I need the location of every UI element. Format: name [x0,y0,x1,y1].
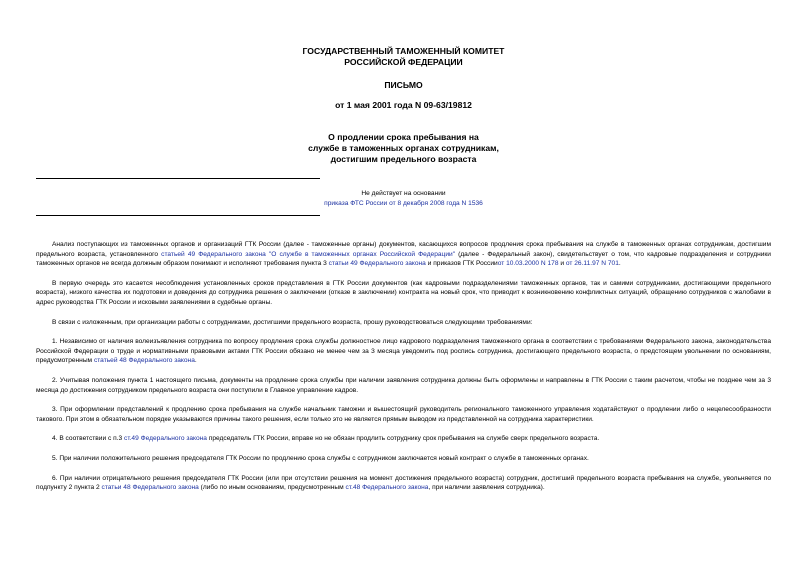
law-article-49-link[interactable]: статьей 49 Федерального закона "О службе в таможенных органах Российской Федерации" [161,250,456,258]
article-48-link[interactable]: статьей 48 Федерального закона [93,357,195,365]
order-701-link[interactable]: от 26.11.97 N 701 [565,260,619,268]
paragraph-item-4: 4. В соответствии с п.3 ст.49 Федерального закона председатель ГТК России, вправе но не обязан продлить сотруднику срок пребывания на службе сверх предельного возраста. [52,435,600,443]
art-48-link[interactable]: ст.48 Федерального закона [345,484,429,492]
document-type: ПИСЬМО [384,80,423,90]
paragraph-item-1: 1. Независимо от наличия волеизъявления сотрудника по вопросу продления срока службы должностное лицо кадрового подразделения таможенного органа в соответствии с требованиями Федерального закона, законодательства Российской Федерации о труде и нормативными правовыми актами ГТК России обязано не менее чем за 3 месяца уведомить под роспись сотрудника, достигающего предельного возраста, о предстоящем увольнении по основаниям, предусмотренным статьей 48 Федерального закона. [36,338,771,365]
subject-line-3: достигшим предельного возраста [330,154,477,164]
order-178-link[interactable]: от 10.03.2000 N 178 [497,260,559,268]
article-49-link[interactable]: статьи 49 Федерального закона [328,260,426,268]
divider-bottom [36,215,320,216]
issuer-line-2: РОССИЙСКОЙ ФЕДЕРАЦИИ [344,57,463,67]
document-body [36,240,771,503]
document-subject [0,132,807,165]
subject-line-1: О продлении срока пребывания на [328,132,479,142]
paragraph-item-2: 2. Учитывая положения пункта 1 настоящего письма, документы на продление срока службы при наличии заявления сотрудника должны быть оформлены и направлены в ГТК России с таким расчетом, чтобы не позднее чем за 3 месяца до достижения сотрудником предельного возраста они поступили в Главное управление кадров. [36,376,771,394]
document-header [0,46,807,68]
divider-top [36,178,320,179]
issuer-line-1: ГОСУДАРСТВЕННЫЙ ТАМОЖЕННЫЙ КОМИТЕТ [302,46,505,56]
paragraph-2: В первую очередь это касается несоблюдения установленных сроков представления в ГТК России документов (как кадровыми подразделениями таможенных органов, так и самими сотрудниками, достигающими предельного возраста), низкого качества их подготовки и доведения до сотрудника решения о заключении (отказе в заключении) контракта на новый срок, что приводит к возникновению конфликтных ситуаций, обращению сотрудников с жалобами в адрес руководства ГТК России и исковыми заявлениями в судебные органы. [36,279,771,306]
art-49-link[interactable]: ст.49 Федерального закона [124,435,207,443]
paragraph-item-3: 3. При оформлении представлений к продлению срока пребывания на службе начальник таможни и вышестоящий руководитель регионального таможенного управления ходатайствуют о продлении либо о нецелесообразности такового. При этом в обязательном порядке указываются причины такого решения, если только это не является прямым выводом из представленной на сотрудника характеристики. [36,406,771,423]
paragraph-item-6: 6. При наличии отрицательного решения председателя ГТК России (или при отсутствии решения на момент достижения предельного возраста) сотрудник, достигший предельного возраста пребывания на службе, увольняется по подпункту 2 пункта 2 статьи 48 Федерального закона (либо по иным основаниям, предусмотренным ст.48 Федерального закона, при наличии заявления сотрудника). [36,474,771,492]
status-note [0,189,807,209]
article-48-link-2[interactable]: статьи 48 Федерального закона [101,484,199,492]
document-date-number: от 1 мая 2001 года N 09-63/19812 [335,100,472,110]
paragraph-3: В связи с изложенным, при организации работы с сотрудниками, достигшими предельного возраста, прошу руководствоваться следующими требованиями: [52,318,533,326]
paragraph-1: Анализ поступающих из таможенных органов и организаций ГТК России (далее - таможенные органы) документов, касающихся вопросов продления срока пребывания на службе в таможенных органах сотрудникам, достигшим предельного возраста, установленного статьей 49 Федерального закона "О службе в таможенных органах Российской Федерации" (далее - Федеральный закон), свидетельствует о том, что кадровые подразделения и сотрудники таможенных органов не всегда должным образом понимают и исполняют требования пункта 3 статьи 49 Федерального закона и приказов ГТК Россииот 10.03.2000 N 178 и от 26.11.97 N 701. [36,241,771,268]
subject-line-2: службе в таможенных органах сотрудникам, [308,143,499,153]
status-text: Не действует на основании [361,190,446,197]
status-link[interactable]: приказа ФТС России от 8 декабря 2008 года N 1536 [324,200,483,207]
paragraph-item-5: 5. При наличии положительного решения председателя ГТК России по продлению срока службы с сотрудником заключается новый контракт о службе в таможенных органах. [52,454,589,462]
